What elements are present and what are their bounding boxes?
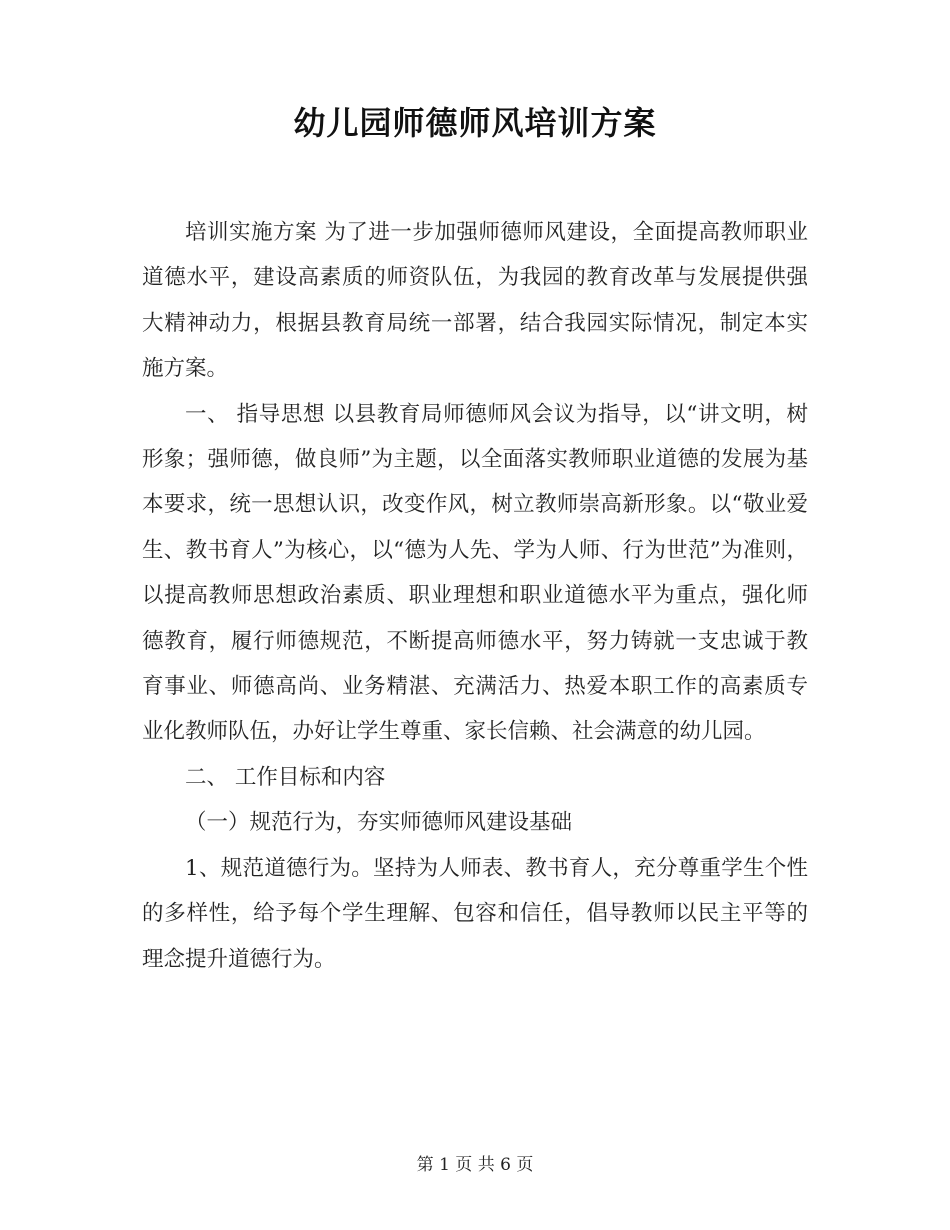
paragraph-intro: 培训实施方案 为了进一步加强师德师风建设，全面提高教师职业道德水平，建设高素质的师资队伍，为我园的教育改革与发展提供强大精神动力，根据县教育局统一部署，结合我园实际情况，制定本实施方案。 — [142, 220, 808, 382]
heading-work-goals: 二、 工作目标和内容 — [185, 764, 386, 790]
page-number-footer: 第 1 页 共 6 页 — [416, 1155, 534, 1175]
subheading-standardize-behavior: （一）规范行为，夯实师德师风建设基础 — [185, 810, 573, 836]
document-body — [142, 210, 808, 982]
paragraph-moral-behavior: 1、规范道德行为。坚持为人师表、教书育人，充分尊重学生个性的多样性，给予每个学生理解、包容和信任，倡导教师以民主平等的理念提升道德行为。 — [142, 855, 808, 972]
document-title: 幼儿园师德师风培训方案 — [293, 104, 657, 142]
paragraph-guiding-ideology: 一、 指导思想 以县教育局师德师风会议为指导，以“讲文明，树形象；强师德，做良师”为主题，以全面落实教师职业道德的发展为基本要求，统一思想认识，改变作风，树立教师崇高新形象。以“敬业爱生、教书育人”为核心，以“德为人先、学为人师、行为世范”为准则，以提高教师思想政治素质、职业理想和职业道德水平为重点，强化师德教育，履行师德规范，不断提高师德水平，努力铸就一支忠诚于教育事业、师德高尚、业务精湛、充满活力、热爱本职工作的高素质专业化教师队伍，办好让学生尊重、家长信赖、社会满意的幼儿园。 — [142, 401, 808, 745]
